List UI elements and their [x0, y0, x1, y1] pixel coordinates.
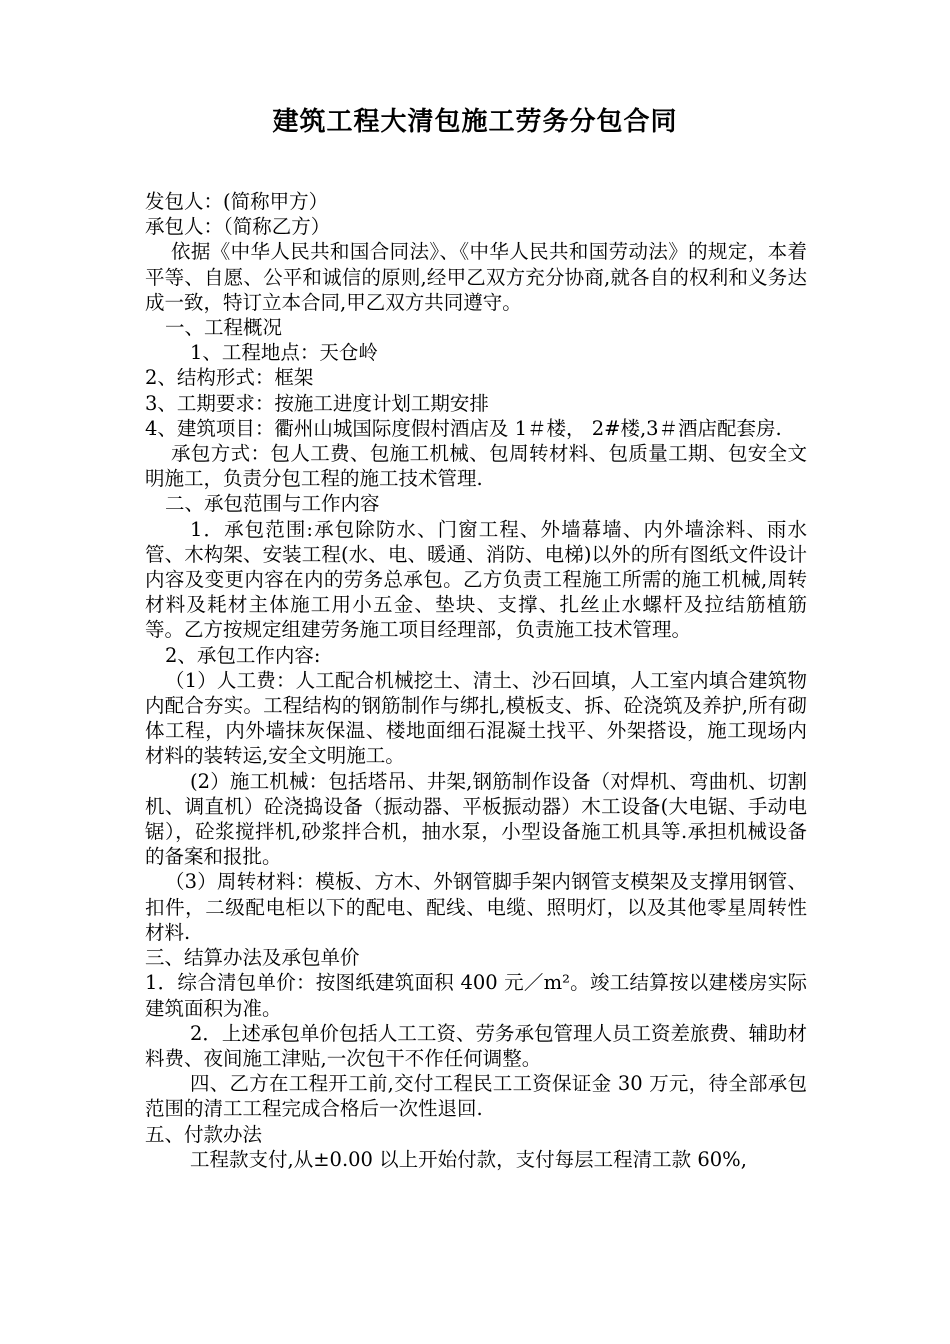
labor-cost-paragraph: （1）人工费：人工配合机械挖土、清土、沙石回填，人工室内填合建筑物内配合夯实。工程结构的钢筋制作与绑扎,模板支、拆、砼浇筑及养护,所有砌体工程，内外墙抹灰保温、楼地面细石混凝土找平、外架搭设，施工现场内材料的装转运,安全文明施工。	[145, 668, 807, 768]
section-heading-5: 五、付款办法	[145, 1122, 263, 1146]
clause-schedule: 3、工期要求：按施工进度计划工期安排	[145, 391, 489, 415]
machinery-paragraph: (2）施工机械：包括塔吊、井架,钢筋制作设备（对焊机、弯曲机、切割机、调直机）砼浇捣设备（振动器、平板振动器）木工设备(大电锯、手动电锯），砼浆搅拌机,砂浆拌合机，抽水泵，小型设备施工机具等.承担机械设备的备案和报批。	[145, 769, 807, 869]
deposit-paragraph: 四、乙方在工程开工前,交付工程民工工资保证金 30 万元，待全部承包范围的清工工程完成合格后一次性退回.	[145, 1072, 807, 1121]
price-inclusion-paragraph: 2．上述承包单价包括人工工资、劳务承包管理人员工资差旅费、辅助材料费、夜间施工津贴,一次包干不作任何调整。	[145, 1021, 807, 1070]
unit-price-paragraph: 1．综合清包单价：按图纸建筑面积 400 元／m²。竣工结算按以建楼房实际建筑面积为准。	[145, 971, 807, 1020]
preamble-paragraph: 依据《中华人民共和国合同法》、《中华人民共和国劳动法》的规定，本着平等、自愿、公平和诚信的原则,经甲乙双方充分协商,就各自的权利和义务达成一致，特订立本合同,甲乙双方共同遵守。	[145, 240, 807, 314]
clause-structure: 2、结构形式：框架	[145, 366, 314, 390]
section-heading-2: 二、承包范围与工作内容	[165, 492, 380, 516]
document-body	[145, 189, 807, 1172]
payment-paragraph: 工程款支付,从±0.00 以上开始付款，支付每层工程清工款 60%,	[190, 1147, 747, 1171]
party-b-line: 承包人：（简称乙方）	[145, 215, 331, 239]
materials-paragraph: （3）周转材料：模板、方木、外钢管脚手架内钢管支模架及支撑用钢管、扣件，二级配电柜以下的配电、配线、电缆、照明灯，以及其他零星周转性材料.	[145, 870, 807, 944]
scope-paragraph: 1．承包范围:承包除防水、门窗工程、外墙幕墙、内外墙涂料、雨水管、木构架、安装工程(水、电、暖通、消防、电梯)以外的所有图纸文件设计内容及变更内容在内的劳务总承包。乙方负责工程施工所需的施工机械,周转材料及耗材主体施工用小五金、垫块、支撑、扎丝止水螺杆及拉结筋植筋等。乙方按规定组建劳务施工项目经理部，负责施工技术管理。	[145, 517, 807, 642]
contract-mode-paragraph: 承包方式：包人工费、包施工机械、包周转材料、包质量工期、包安全文明施工，负责分包工程的施工技术管理.	[145, 442, 807, 491]
party-a-line: 发包人：(简称甲方）	[145, 190, 329, 213]
section-heading-3: 三、结算办法及承包单价	[145, 946, 360, 970]
clause-project: 4、建筑项目：衢州山城国际度假村酒店及 1＃楼， 2#楼,3＃酒店配套房.	[145, 416, 782, 440]
work-content-heading: 2、承包工作内容:	[165, 643, 321, 667]
document-title: 建筑工程大清包施工劳务分包合同	[272, 107, 678, 137]
section-heading-1: 一、工程概况	[165, 316, 283, 340]
clause-location: 1、工程地点：天仓岭	[190, 341, 378, 365]
